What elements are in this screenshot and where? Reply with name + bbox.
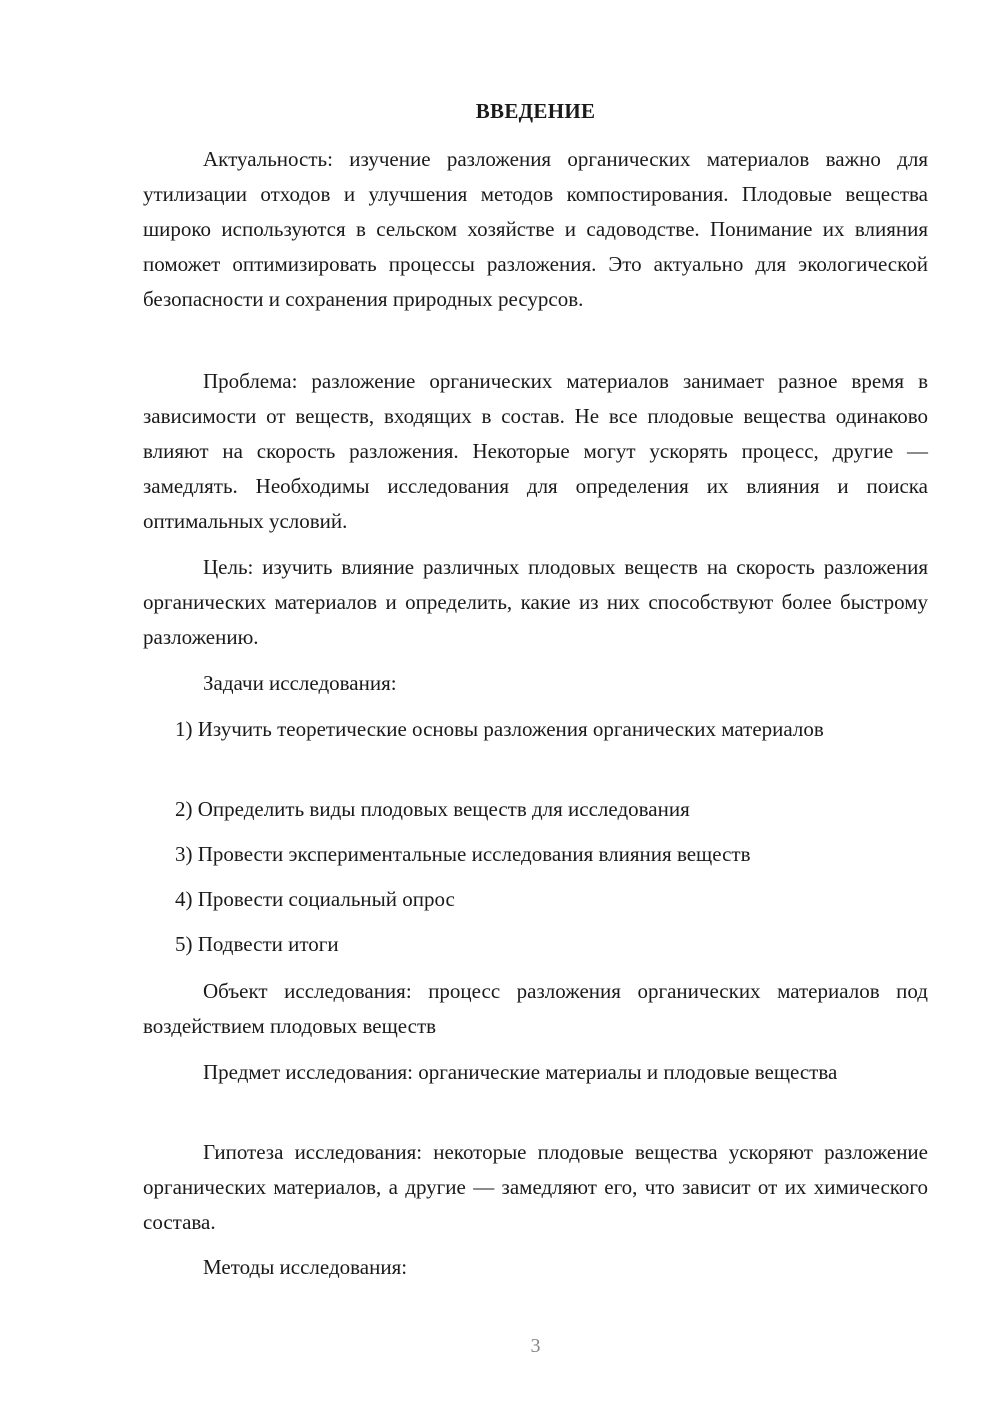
relevance-paragraph: Актуальность: изучение разложения органических материалов важно для утилизации отходов и улучшения методов компостирования. Плодовые вещества широко используются в сельском хозяйстве и садоводстве. Понимание их влияния поможет оптимизировать процессы разложения. Это актуально для экологической безопасности и сохранения природных ресурсов.: [143, 147, 928, 311]
task-item-5: 5) Подвести итоги: [175, 932, 339, 956]
document-page: [143, 0, 928, 1414]
page-number: 3: [530, 1335, 541, 1357]
subject-paragraph: Предмет исследования: органические материалы и плодовые вещества: [203, 1060, 838, 1084]
problem-paragraph: Проблема: разложение органических материалов занимает разное время в зависимости от веществ, входящих в состав. Не все плодовые вещества одинаково влияют на скорость разложения. Некоторые могут ускорять процесс, другие — замедлять. Необходимы исследования для определения их влияния и поиска оптимальных условий.: [143, 369, 928, 533]
object-paragraph: Объект исследования: процесс разложения органических материалов под воздействием плодовых веществ: [143, 979, 928, 1038]
hypothesis-paragraph: Гипотеза исследования: некоторые плодовые вещества ускоряют разложение органических материалов, а другие — замедляют его, что зависит от их химического состава.: [143, 1140, 928, 1234]
section-heading: ВВЕДЕНИЕ: [475, 99, 596, 123]
methods-title: Методы исследования:: [203, 1255, 408, 1279]
tasks-title: Задачи исследования:: [203, 671, 397, 695]
task-item-3: 3) Провести экспериментальные исследования влияния веществ: [175, 842, 751, 866]
goal-paragraph: Цель: изучить влияние различных плодовых веществ на скорость разложения органических материалов и определить, какие из них способствуют более быстрому разложению.: [143, 555, 928, 649]
task-item-1: 1) Изучить теоретические основы разложения органических материалов: [175, 717, 824, 741]
task-item-2: 2) Определить виды плодовых веществ для исследования: [175, 797, 690, 821]
task-item-4: 4) Провести социальный опрос: [175, 887, 455, 911]
